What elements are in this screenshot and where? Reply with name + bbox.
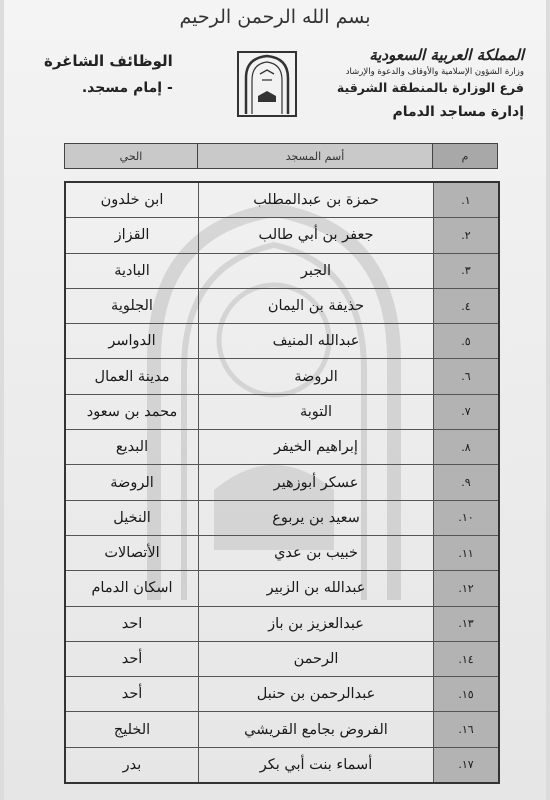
district-name: الأتصالات (104, 545, 160, 562)
district-name: اسكان الدمام (91, 580, 173, 597)
header-number: م (432, 144, 497, 168)
mosque-name: عبدالعزيز بن باز (198, 607, 433, 641)
table-row (66, 677, 498, 712)
mosque-name: التوبة (198, 395, 433, 429)
job-type: - إمام مسجد. (81, 80, 173, 96)
district-name: مدينة العمال (94, 368, 170, 385)
table-row (66, 430, 498, 465)
administration-name: إدارة مساجد الدمام (392, 104, 524, 120)
row-number: ١٢. (433, 571, 498, 605)
table-row (66, 501, 498, 536)
ministry-emblem-icon (236, 50, 298, 118)
district-name: الروضة (110, 474, 154, 491)
district-name: البديع (115, 439, 149, 456)
table-row (66, 324, 498, 359)
row-number: ٤. (433, 289, 498, 323)
table-row (66, 218, 498, 253)
table-row (66, 254, 498, 289)
table-column-headers (64, 143, 498, 169)
table-row (66, 642, 498, 677)
district-name: محمد بن سعود (86, 403, 178, 420)
branch-name: فرع الوزارة بالمنطقة الشرقية (336, 80, 524, 95)
row-number: ١٧. (433, 748, 498, 782)
mosque-name: حمزة بن عبدالمطلب (198, 183, 433, 217)
district-name: الخليج (113, 721, 151, 738)
row-number: ٨. (433, 430, 498, 464)
district-name: أحد (121, 686, 143, 703)
mosque-name: حذيفة بن اليمان (198, 289, 433, 323)
table-row (66, 607, 498, 642)
table-row (66, 748, 498, 782)
mosque-name: عسكر أبوزهير (198, 465, 433, 499)
kingdom-name: المملكة العربية السعودية (369, 46, 524, 64)
row-number: ١٥. (433, 677, 498, 711)
mosque-name: أسماء بنت أبي بكر (198, 748, 433, 782)
table-row (66, 712, 498, 747)
table-row (66, 183, 498, 218)
job-title-block (44, 52, 173, 96)
district-name: النخيل (113, 509, 151, 526)
mosque-name: الجبر (198, 254, 433, 288)
district-name: القزاز (114, 227, 150, 244)
mosque-table (64, 181, 500, 784)
row-number: ٢. (433, 218, 498, 252)
row-number: ٩. (433, 465, 498, 499)
district-name: احد (121, 615, 143, 632)
mosque-name: الروضة (198, 359, 433, 393)
mosque-name: عبدالله المنيف (198, 324, 433, 358)
row-number: ١٠. (433, 501, 498, 535)
mosque-name: الفروض بجامع القريشي (198, 712, 433, 746)
header-mosque-name: أسم المسجد (197, 144, 432, 168)
row-number: ٥. (433, 324, 498, 358)
table-row (66, 571, 498, 606)
letterhead-org-block (289, 46, 524, 120)
row-number: ١. (433, 183, 498, 217)
mosque-name: خبيب بن عدي (198, 536, 433, 570)
row-number: ١٦. (433, 712, 498, 746)
table-row (66, 359, 498, 394)
district-name: بدر (122, 756, 142, 773)
row-number: ١٣. (433, 607, 498, 641)
mosque-name: سعيد بن يربوع (198, 501, 433, 535)
ministry-name: وزارة الشؤون الإسلامية والأوقاف والدعوة والإرشاد (345, 67, 524, 77)
table-row (66, 289, 498, 324)
row-number: ١٤. (433, 642, 498, 676)
district-name: أحد (121, 651, 143, 667)
district-name: البادية (114, 262, 150, 279)
row-number: ٣. (433, 254, 498, 288)
table-row (66, 536, 498, 571)
mosque-name: الرحمن (198, 642, 433, 676)
header-district: الحي (119, 149, 143, 163)
table-row (66, 465, 498, 500)
row-number: ١١. (433, 536, 498, 570)
district-name: الدواسر (108, 333, 156, 350)
district-name: الجلوية (111, 298, 153, 315)
vacant-jobs-title: الوظائف الشاغرة (44, 52, 173, 70)
mosque-name: عبدالله بن الزبير (198, 571, 433, 605)
row-number: ٦. (433, 359, 498, 393)
district-name: ابن خلدون (100, 192, 164, 209)
basmala: بسم الله الرحمن الرحيم (179, 6, 371, 28)
mosque-name: عبدالرحمن بن حنبل (198, 677, 433, 711)
mosque-name: إبراهيم الخيفر (198, 430, 433, 464)
table-row (66, 395, 498, 430)
document-page (4, 0, 546, 800)
row-number: ٧. (433, 395, 498, 429)
mosque-name: جعفر بن أبي طالب (198, 218, 433, 252)
